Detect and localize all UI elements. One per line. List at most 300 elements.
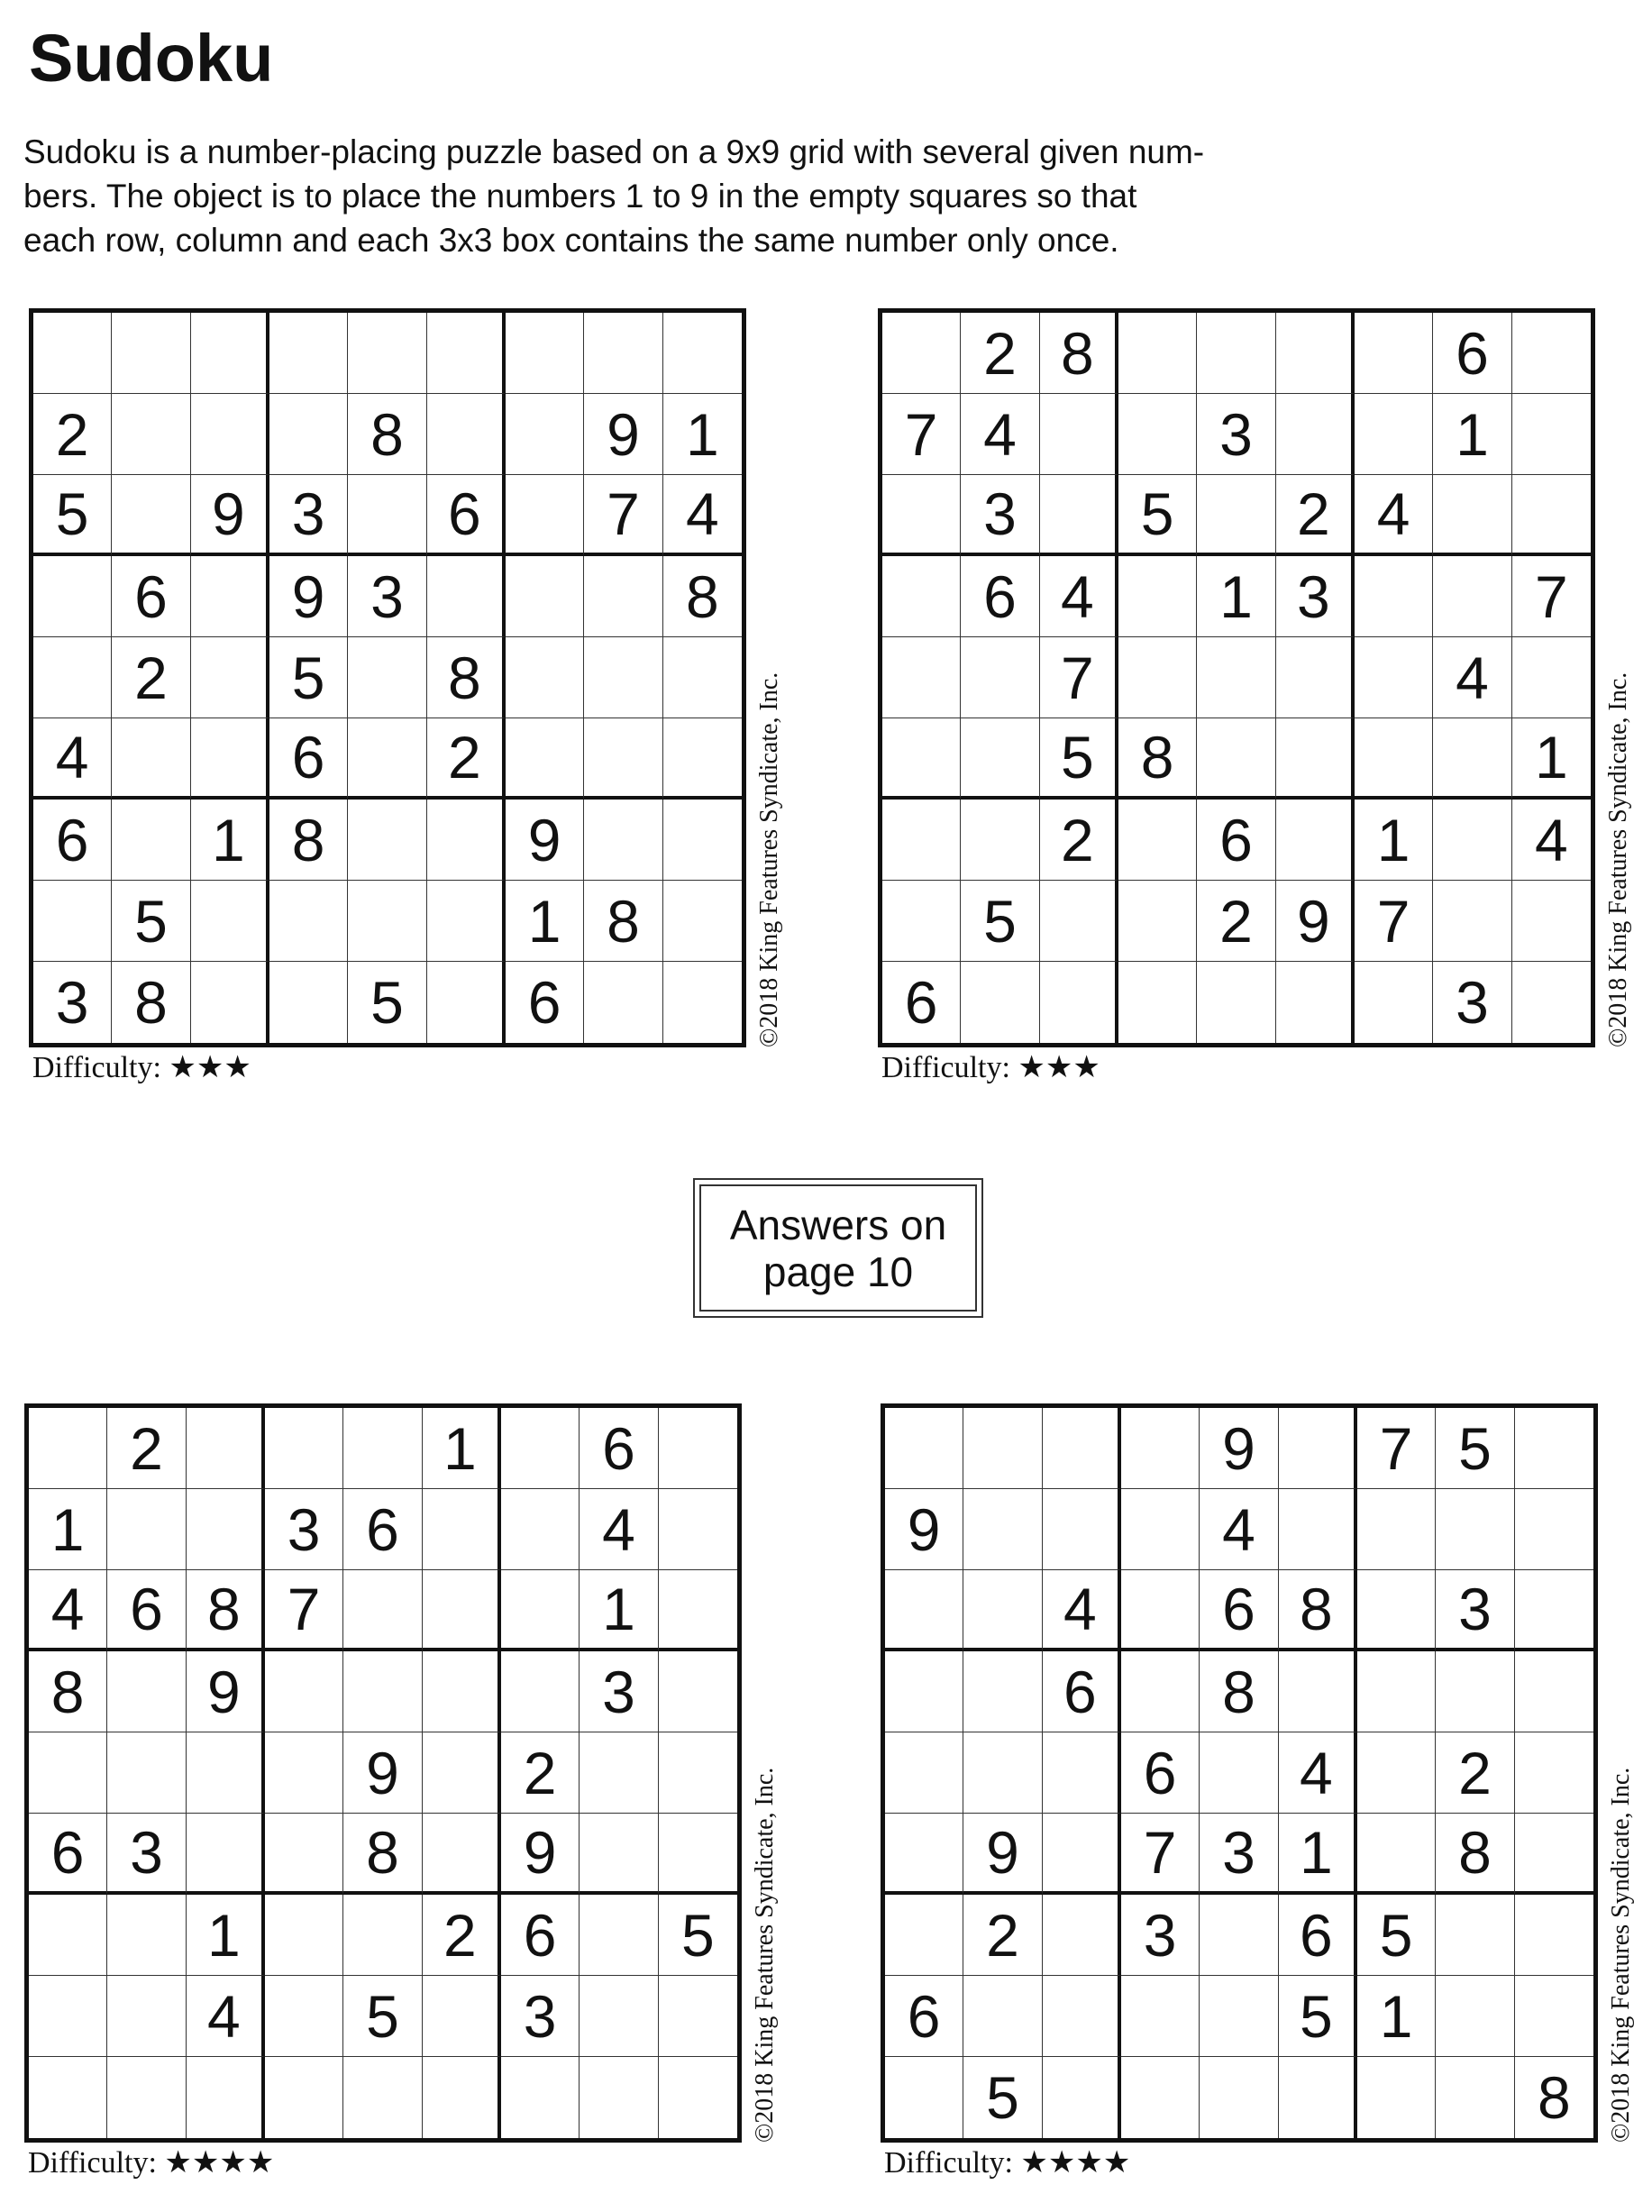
sudoku-cell: 6 — [580, 1408, 658, 1489]
difficulty-rating: Difficulty: ★★★ — [32, 1051, 251, 1084]
sudoku-cell — [659, 1814, 737, 1895]
sudoku-cell: 9 — [1200, 1408, 1278, 1489]
sudoku-cell — [663, 962, 742, 1043]
sudoku-cell — [659, 1570, 737, 1651]
copyright-notice: ©2018 King Features Syndicate, Inc. — [1607, 1767, 1635, 2143]
sudoku-cell: 1 — [29, 1489, 107, 1570]
sudoku-cell — [963, 1408, 1042, 1489]
sudoku-cell — [107, 1489, 186, 1570]
sudoku-cell — [427, 881, 506, 962]
sudoku-cell — [112, 800, 190, 881]
sudoku-cell — [348, 313, 426, 394]
intro-text — [23, 130, 1330, 262]
sudoku-cell: 6 — [885, 1976, 963, 2057]
sudoku-cell — [191, 718, 269, 800]
sudoku-cell: 1 — [1433, 394, 1511, 475]
sudoku-cell: 8 — [663, 556, 742, 637]
sudoku-cell: 9 — [269, 556, 348, 637]
page-title: Sudoku — [29, 21, 274, 96]
sudoku-cell — [501, 2057, 580, 2138]
sudoku-cell — [1276, 718, 1355, 800]
sudoku-cell — [882, 637, 961, 718]
sudoku-cell — [580, 2057, 658, 2138]
sudoku-cell: 8 — [1537, 2064, 1571, 2131]
sudoku-cell — [33, 881, 112, 962]
sudoku-cell — [885, 1814, 963, 1895]
sudoku-cell — [1040, 881, 1118, 962]
sudoku-cell — [506, 718, 584, 800]
sudoku-cell — [659, 1976, 737, 2057]
sudoku-cell — [423, 1976, 501, 2057]
sudoku-cell: 2 — [1276, 475, 1355, 556]
sudoku-cell — [1118, 556, 1197, 637]
sudoku-cell — [1040, 475, 1118, 556]
sudoku-cell: 2 — [501, 1732, 580, 1814]
sudoku-cell — [107, 1976, 186, 2057]
sudoku-cell — [29, 1408, 107, 1489]
sudoku-cell: 8 — [1040, 313, 1118, 394]
sudoku-cell — [1043, 1489, 1121, 1570]
sudoku-cell — [343, 2057, 422, 2138]
sudoku-cell: 2 — [423, 1895, 501, 1976]
sudoku-cell: 8 — [584, 881, 662, 962]
sudoku-cell — [885, 2057, 963, 2138]
sudoku-cell: 6 — [269, 718, 348, 800]
sudoku-cell — [961, 962, 1039, 1043]
sudoku-cell: 1 — [1355, 800, 1433, 881]
sudoku-cell: 5 — [343, 1976, 422, 2057]
sudoku-cell — [1512, 475, 1591, 556]
difficulty-rating: Difficulty: ★★★★ — [28, 2146, 275, 2180]
sudoku-cell: 8 — [29, 1651, 107, 1732]
sudoku-cell — [107, 1895, 186, 1976]
sudoku-cell — [265, 1895, 343, 1976]
sudoku-cell — [506, 475, 584, 556]
sudoku-cell — [1433, 800, 1511, 881]
sudoku-cell — [1515, 1570, 1593, 1651]
sudoku-cell — [1197, 962, 1275, 1043]
sudoku-cell — [1276, 394, 1355, 475]
sudoku-cell — [187, 1732, 265, 1814]
sudoku-cell — [584, 718, 662, 800]
sudoku-cell: 6 — [112, 556, 190, 637]
sudoku-cell: 9 — [343, 1732, 422, 1814]
sudoku-cell: 6 — [33, 800, 112, 881]
sudoku-cell: 1 — [1512, 718, 1591, 800]
sudoku-cell — [882, 881, 961, 962]
sudoku-cell — [1433, 718, 1511, 800]
sudoku-cell — [1355, 313, 1433, 394]
sudoku-cell — [1279, 1408, 1357, 1489]
sudoku-cell — [1512, 962, 1591, 1043]
sudoku-cell: 4 — [580, 1489, 658, 1570]
sudoku-cell — [112, 718, 190, 800]
sudoku-cell: 3 — [1200, 1814, 1278, 1895]
sudoku-cell — [343, 1408, 422, 1489]
sudoku-cell — [348, 475, 426, 556]
sudoku-cell: 8 — [1200, 1651, 1278, 1732]
sudoku-cell — [659, 1489, 737, 1570]
sudoku-cell: 6 — [1200, 1570, 1278, 1651]
sudoku-cell — [265, 1732, 343, 1814]
sudoku-cell — [1357, 1489, 1436, 1570]
sudoku-cell: 9 — [506, 800, 584, 881]
sudoku-cell — [506, 637, 584, 718]
sudoku-cell: 9 — [191, 475, 269, 556]
sudoku-cell — [1040, 962, 1118, 1043]
sudoku-cell — [29, 1895, 107, 1976]
sudoku-cell — [1512, 637, 1591, 718]
sudoku-cell: 3 — [1433, 962, 1511, 1043]
sudoku-cell — [1355, 637, 1433, 718]
sudoku-cell — [265, 1976, 343, 2057]
sudoku-cell: 6 — [29, 1814, 107, 1895]
sudoku-cell — [584, 556, 662, 637]
sudoku-cell: 5 — [1040, 718, 1118, 800]
sudoku-cell — [882, 313, 961, 394]
sudoku-cell — [1118, 800, 1197, 881]
sudoku-cell: 2 — [107, 1408, 186, 1489]
sudoku-cell — [963, 1976, 1042, 2057]
sudoku-cell — [348, 718, 426, 800]
sudoku-cell — [29, 2057, 107, 2138]
sudoku-cell — [501, 1570, 580, 1651]
sudoku-cell — [663, 718, 742, 800]
sudoku-cell — [882, 475, 961, 556]
sudoku-cell — [191, 637, 269, 718]
sudoku-cell — [269, 962, 348, 1043]
sudoku-cell: 4 — [33, 718, 112, 800]
sudoku-cell — [1357, 1570, 1436, 1651]
sudoku-cell — [963, 1570, 1042, 1651]
sudoku-cell — [663, 637, 742, 718]
sudoku-cell — [1121, 1651, 1200, 1732]
sudoku-cell: 4 — [1433, 637, 1511, 718]
sudoku-cell: 6 — [506, 962, 584, 1043]
sudoku-cell: 3 — [33, 962, 112, 1043]
sudoku-cell — [1118, 394, 1197, 475]
sudoku-cell — [885, 1732, 963, 1814]
sudoku-cell: 4 — [1279, 1732, 1357, 1814]
sudoku-cell — [663, 881, 742, 962]
sudoku-cell — [1121, 1976, 1200, 2057]
sudoku-cell — [33, 313, 112, 394]
difficulty-rating: Difficulty: ★★★★ — [884, 2146, 1131, 2180]
sudoku-cell: 6 — [882, 962, 961, 1043]
sudoku-cell — [1515, 1976, 1593, 2057]
sudoku-cell — [963, 1732, 1042, 1814]
sudoku-cell: 1 — [191, 800, 269, 881]
sudoku-cell: 6 — [1043, 1651, 1121, 1732]
sudoku-cell — [961, 800, 1039, 881]
sudoku-cell: 7 — [1357, 1408, 1436, 1489]
sudoku-cell: 3 — [961, 475, 1039, 556]
sudoku-cell — [265, 1651, 343, 1732]
sudoku-cell: 2 — [1197, 881, 1275, 962]
sudoku-grid — [878, 308, 1595, 1047]
sudoku-cell: 8 — [187, 1570, 265, 1651]
sudoku-cell: 3 — [501, 1976, 580, 2057]
sudoku-cell — [1121, 2057, 1200, 2138]
sudoku-cell — [1200, 1732, 1278, 1814]
sudoku-cell — [584, 962, 662, 1043]
sudoku-cell — [584, 313, 662, 394]
sudoku-cell — [1515, 1408, 1593, 1489]
sudoku-cell — [348, 637, 426, 718]
sudoku-cell: 3 — [1121, 1895, 1200, 1976]
sudoku-cell: 4 — [1512, 800, 1591, 881]
sudoku-cell — [1043, 1895, 1121, 1976]
sudoku-cell — [427, 800, 506, 881]
sudoku-cell: 1 — [1197, 556, 1275, 637]
sudoku-cell — [1276, 800, 1355, 881]
sudoku-cell — [107, 1651, 186, 1732]
sudoku-cell — [112, 394, 190, 475]
sudoku-cell — [1515, 1651, 1593, 1732]
sudoku-cell: 5 — [33, 475, 112, 556]
sudoku-cell — [29, 1976, 107, 2057]
sudoku-cell — [961, 637, 1039, 718]
sudoku-cell — [882, 556, 961, 637]
sudoku-cell: 6 — [1279, 1895, 1357, 1976]
sudoku-cell — [1276, 962, 1355, 1043]
sudoku-cell — [1355, 718, 1433, 800]
sudoku-cell: 9 — [187, 1651, 265, 1732]
sudoku-cell — [663, 800, 742, 881]
sudoku-cell — [1118, 313, 1197, 394]
sudoku-cell: 9 — [501, 1814, 580, 1895]
sudoku-cell — [1118, 881, 1197, 962]
sudoku-cell — [1043, 2057, 1121, 2138]
sudoku-cell — [501, 1651, 580, 1732]
intro-line: Sudoku is a number-placing puzzle based on a 9x9 grid with several given num- — [23, 133, 1205, 170]
sudoku-cell: 4 — [961, 394, 1039, 475]
sudoku-cell: 5 — [1436, 1408, 1514, 1489]
sudoku-cell — [191, 313, 269, 394]
sudoku-cell — [885, 1408, 963, 1489]
sudoku-cell — [1043, 1976, 1121, 2057]
sudoku-cell: 6 — [501, 1895, 580, 1976]
sudoku-cell — [33, 637, 112, 718]
sudoku-cell: 2 — [427, 718, 506, 800]
sudoku-cell — [343, 1895, 422, 1976]
sudoku-cell: 9 — [584, 394, 662, 475]
sudoku-cell — [1357, 1732, 1436, 1814]
answers-note-line: Answers on — [729, 1201, 947, 1248]
sudoku-cell — [1436, 1976, 1514, 2057]
sudoku-cell: 8 — [1118, 718, 1197, 800]
sudoku-cell: 8 — [427, 637, 506, 718]
sudoku-cell — [1118, 637, 1197, 718]
sudoku-cell: 6 — [343, 1489, 422, 1570]
sudoku-cell: 1 — [423, 1408, 501, 1489]
sudoku-cell — [1197, 313, 1275, 394]
sudoku-cell — [580, 1732, 658, 1814]
sudoku-cell — [187, 1408, 265, 1489]
sudoku-cell: 6 — [1121, 1732, 1200, 1814]
sudoku-cell: 3 — [348, 556, 426, 637]
sudoku-cell — [107, 2057, 186, 2138]
difficulty-rating: Difficulty: ★★★ — [881, 1051, 1100, 1084]
sudoku-cell — [423, 2057, 501, 2138]
sudoku-cell — [1040, 394, 1118, 475]
copyright-notice: ©2018 King Features Syndicate, Inc. — [755, 672, 783, 1047]
sudoku-cell: 4 — [1355, 475, 1433, 556]
sudoku-cell — [423, 1732, 501, 1814]
sudoku-cell: 7 — [265, 1570, 343, 1651]
sudoku-cell — [1279, 1651, 1357, 1732]
sudoku-cell — [427, 962, 506, 1043]
sudoku-cell: 5 — [963, 2057, 1042, 2138]
sudoku-cell — [1433, 556, 1511, 637]
sudoku-cell — [1433, 881, 1511, 962]
sudoku-cell: 1 — [580, 1570, 658, 1651]
sudoku-cell: 6 — [107, 1570, 186, 1651]
sudoku-cell: 1 — [1357, 1976, 1436, 2057]
sudoku-cell — [882, 718, 961, 800]
sudoku-grid — [29, 308, 746, 1047]
sudoku-grid — [881, 1403, 1598, 2143]
sudoku-cell: 2 — [961, 313, 1039, 394]
sudoku-cell — [348, 881, 426, 962]
sudoku-cell: 3 — [580, 1651, 658, 1732]
sudoku-cell: 7 — [882, 394, 961, 475]
sudoku-cell: 6 — [1433, 313, 1511, 394]
sudoku-cell: 4 — [1040, 556, 1118, 637]
sudoku-cell: 8 — [343, 1814, 422, 1895]
sudoku-cell — [506, 313, 584, 394]
sudoku-cell — [1515, 1732, 1593, 1814]
sudoku-cell: 2 — [963, 1895, 1042, 1976]
sudoku-cell — [269, 313, 348, 394]
sudoku-cell: 5 — [961, 881, 1039, 962]
sudoku-cell — [343, 1651, 422, 1732]
sudoku-cell — [659, 1732, 737, 1814]
sudoku-cell — [187, 2057, 265, 2138]
sudoku-cell: 4 — [29, 1570, 107, 1651]
sudoku-cell — [427, 556, 506, 637]
sudoku-cell: 8 — [348, 394, 426, 475]
sudoku-cell — [1121, 1489, 1200, 1570]
sudoku-cell — [584, 800, 662, 881]
sudoku-cell — [265, 1408, 343, 1489]
sudoku-cell: 5 — [659, 1895, 737, 1976]
sudoku-grid — [24, 1403, 742, 2143]
intro-line: each row, column and each 3x3 box contains the same number only once. — [23, 222, 1119, 259]
sudoku-cell — [501, 1489, 580, 1570]
sudoku-cell: 2 — [33, 394, 112, 475]
sudoku-cell: 4 — [187, 1976, 265, 2057]
sudoku-cell — [1512, 313, 1591, 394]
sudoku-cell: 3 — [1436, 1570, 1514, 1651]
sudoku-cell — [1121, 1408, 1200, 1489]
sudoku-cell — [885, 1895, 963, 1976]
sudoku-cell — [882, 800, 961, 881]
sudoku-cell — [1197, 475, 1275, 556]
sudoku-cell: 1 — [1279, 1814, 1357, 1895]
sudoku-cell — [663, 313, 742, 394]
sudoku-cell — [1197, 718, 1275, 800]
sudoku-cell: 1 — [187, 1895, 265, 1976]
sudoku-cell — [1433, 475, 1511, 556]
sudoku-cell: 5 — [112, 881, 190, 962]
sudoku-cell — [1357, 1814, 1436, 1895]
sudoku-cell — [580, 1895, 658, 1976]
sudoku-cell — [1515, 1895, 1593, 1976]
sudoku-cell: 8 — [112, 962, 190, 1043]
sudoku-cell: 7 — [584, 475, 662, 556]
sudoku-cell: 6 — [961, 556, 1039, 637]
sudoku-cell: 2 — [1436, 1732, 1514, 1814]
sudoku-cell — [1436, 1895, 1514, 1976]
sudoku-cell — [265, 1814, 343, 1895]
sudoku-cell: 9 — [963, 1814, 1042, 1895]
sudoku-cell: 5 — [269, 637, 348, 718]
sudoku-cell: 2 — [1040, 800, 1118, 881]
sudoku-cell — [506, 394, 584, 475]
sudoku-cell: 8 — [1436, 1814, 1514, 1895]
sudoku-cell: 4 — [1043, 1570, 1121, 1651]
sudoku-cell: 9 — [1276, 881, 1355, 962]
sudoku-cell: 7 — [1512, 556, 1591, 637]
sudoku-cell — [1515, 1814, 1593, 1895]
sudoku-cell — [112, 475, 190, 556]
sudoku-cell — [423, 1489, 501, 1570]
sudoku-cell: 3 — [269, 475, 348, 556]
sudoku-cell — [187, 1814, 265, 1895]
sudoku-cell — [659, 1408, 737, 1489]
sudoku-cell — [885, 1651, 963, 1732]
sudoku-cell — [1279, 1489, 1357, 1570]
sudoku-cell — [1200, 1895, 1278, 1976]
sudoku-cell — [269, 394, 348, 475]
sudoku-cell: 4 — [663, 475, 742, 556]
sudoku-cell — [427, 394, 506, 475]
sudoku-cell — [1197, 637, 1275, 718]
sudoku-cell — [1118, 962, 1197, 1043]
answers-note-box — [693, 1178, 983, 1318]
sudoku-cell — [963, 1489, 1042, 1570]
sudoku-cell — [1355, 556, 1433, 637]
sudoku-cell — [1121, 1570, 1200, 1651]
sudoku-cell — [1355, 394, 1433, 475]
sudoku-cell — [191, 962, 269, 1043]
sudoku-cell: 2 — [112, 637, 190, 718]
sudoku-cell: 1 — [663, 394, 742, 475]
copyright-notice: ©2018 King Features Syndicate, Inc. — [751, 1767, 779, 2143]
sudoku-cell — [963, 1651, 1042, 1732]
intro-line: bers. The object is to place the numbers 1 to 9 in the empty squares so that — [23, 178, 1137, 215]
sudoku-cell: 9 — [885, 1489, 963, 1570]
sudoku-cell — [961, 718, 1039, 800]
sudoku-cell — [1436, 1489, 1514, 1570]
sudoku-cell — [1043, 1408, 1121, 1489]
copyright-notice: ©2018 King Features Syndicate, Inc. — [1604, 672, 1632, 1047]
sudoku-cell: 5 — [348, 962, 426, 1043]
sudoku-cell — [1276, 637, 1355, 718]
sudoku-cell — [29, 1732, 107, 1814]
sudoku-cell: 3 — [1276, 556, 1355, 637]
sudoku-cell: 1 — [506, 881, 584, 962]
sudoku-cell — [506, 556, 584, 637]
sudoku-cell — [501, 1408, 580, 1489]
sudoku-cell — [580, 1976, 658, 2057]
sudoku-cell — [107, 1732, 186, 1814]
sudoku-cell — [1355, 962, 1433, 1043]
sudoku-cell — [423, 1651, 501, 1732]
sudoku-cell: 8 — [269, 800, 348, 881]
sudoku-cell: 4 — [1200, 1489, 1278, 1570]
